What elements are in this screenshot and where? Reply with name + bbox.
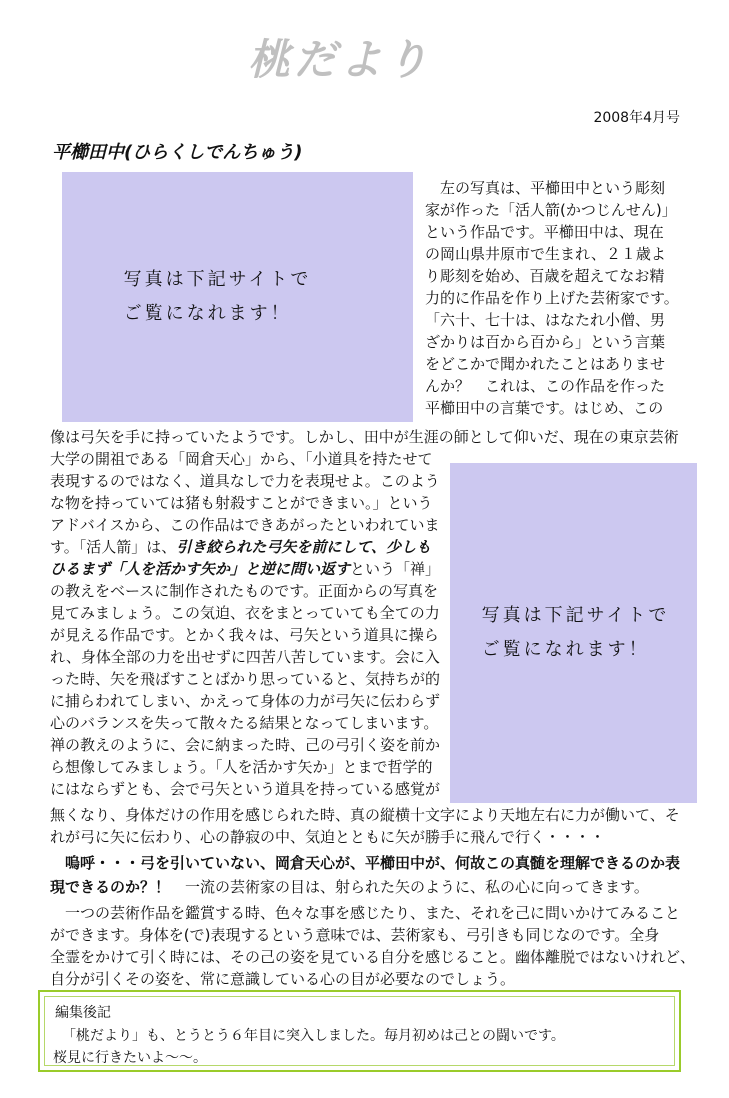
editor-note-inner — [44, 996, 675, 1066]
body-line: 大学の開祖である「岡倉天心」から、「小道具を持たせて — [50, 450, 433, 468]
body-line: 家が作った「活人箭(かつじんせん)」 — [425, 201, 677, 219]
editor-note-text: 桜見に行きたいよ〜〜。 — [53, 1050, 207, 1066]
editor-note-box — [38, 990, 681, 1072]
body-text: 一流の芸術家の目は、射られた矢のように、私の心に向ってきます。 — [170, 878, 649, 896]
emphasis-text: 現できるのか？！ — [50, 878, 171, 896]
body-line — [50, 537, 431, 559]
photo-placeholder-1 — [62, 172, 413, 422]
photo-caption-line: ご覧になれます！ — [123, 303, 292, 324]
body-line — [50, 877, 649, 899]
body-line: 自分が引くその姿を、常に意識している心の目が必要なのでしょう。 — [50, 970, 516, 988]
body-line: ら想像してみましょう。「人を活かす矢か」とまで哲学的 — [50, 758, 433, 776]
photo-placeholder-2 — [450, 463, 697, 803]
body-line: り彫刻を始め、百歳を超えてなお精 — [425, 267, 665, 285]
body-line-bold: 嗚呼・・・弓を引いていない、岡倉天心が、平櫛田中が、何故この真髄を理解できるのか表 — [50, 854, 681, 872]
body-line: 像は弓矢を手に持っていたようです。しかし、田中が生涯の師として仰いだ、現在の東京芸術 — [50, 428, 679, 446]
body-line: な物を持っていては猪も射殺すことができまい。」という — [50, 494, 433, 512]
body-line: 全霊をかけて引く時には、その己の姿を見ている自分を感じること。幽体離脱ではないけれど、 — [50, 948, 696, 966]
body-line: ざかりは百から百から」という言葉 — [425, 333, 666, 351]
newsletter-title: 桃だより — [247, 35, 432, 84]
photo-caption-2 — [482, 599, 670, 667]
body-line: 無くなり、身体だけの作用を感じられた時、真の縦横十文字により天地左右に力が働いて、そ — [50, 806, 680, 824]
body-line: れが弓に矢に伝わり、心の静寂の中、気迫とともに矢が勝手に飛んで行く・・・・ — [50, 828, 606, 846]
body-line: アドバイスから、この作品はできあがったといわれていま — [50, 516, 440, 534]
body-line: った時、矢を飛ばすことばかり思っていると、気持ちが的 — [50, 670, 441, 688]
body-line: 力的に作品を作り上げた芸術家です。 — [425, 289, 679, 307]
editor-note-text: 「桃だより」も、とうとう６年目に突入しました。毎月初めは己との闘いです。 — [55, 1028, 565, 1044]
editor-note-label: 編集後記 — [55, 1005, 111, 1021]
emphasis-text: 引き絞られた弓矢を前にして、少しも — [176, 538, 432, 556]
body-line — [50, 559, 440, 581]
body-line: ができます。身体を(で)表現するという意味では、芸術家も、弓引きも同じなのです。全身 — [50, 926, 660, 944]
body-line: 禅の教えのように、会に納まった時、己の弓引く姿を前か — [50, 736, 441, 754]
body-line: の教えをベースに制作されたものです。正面からの写真を — [50, 582, 439, 600]
photo-caption-line: 写真は下記サイトで — [481, 605, 670, 626]
photo-caption-line: 写真は下記サイトで — [123, 269, 312, 290]
body-line: 左の写真は、平櫛田中という彫刻 — [425, 179, 666, 197]
body-line: の岡山県井原市で生まれ、２１歳よ — [425, 245, 666, 263]
body-line: 一つの芸術作品を鑑賞する時、色々な事を感じたり、また、それを己に問いかけてみること — [50, 904, 681, 922]
body-line: という作品です。平櫛田中は、現在 — [425, 223, 664, 241]
issue-date: 2008年4月号 — [593, 110, 680, 126]
body-text: す。「活人箭」は、 — [50, 538, 177, 556]
body-line: 平櫛田中の言葉です。はじめ、この — [425, 399, 664, 417]
body-line: をどこかで聞かれたことはありませ — [425, 355, 666, 373]
body-line: んか？ これは、この作品を作った — [425, 377, 666, 395]
body-line: 表現するのではなく、道具なしで力を表現せよ。このよう — [50, 472, 440, 490]
body-line: が見える作品です。とかく我々は、弓矢という道具に操ら — [50, 626, 439, 644]
body-line: 「六十、七十は、はなたれ小僧、男 — [425, 311, 666, 329]
body-text: という「禅」 — [350, 560, 441, 578]
body-line: にはならずとも、会で弓矢という道具を持っている感覚が — [50, 780, 441, 798]
body-line: に捕らわれてしまい、かえって身体の力が弓矢に伝わらず — [50, 692, 441, 710]
body-line: 心のバランスを失って散々たる結果となってしまいます。 — [50, 714, 439, 732]
emphasis-text: ひるまず「人を活かす矢か」と逆に問い返す — [50, 560, 351, 578]
photo-caption-line: ご覧になれます！ — [481, 639, 650, 660]
body-line: 見てみましょう。この気迫、衣をまとっていても全ての力 — [50, 604, 440, 622]
body-line: れ、身体全部の力を出せずに四苦八苦しています。会に入 — [50, 648, 440, 666]
article-heading: 平櫛田中(ひらくしでんちゅう) — [52, 142, 303, 163]
photo-caption-1 — [124, 263, 312, 331]
